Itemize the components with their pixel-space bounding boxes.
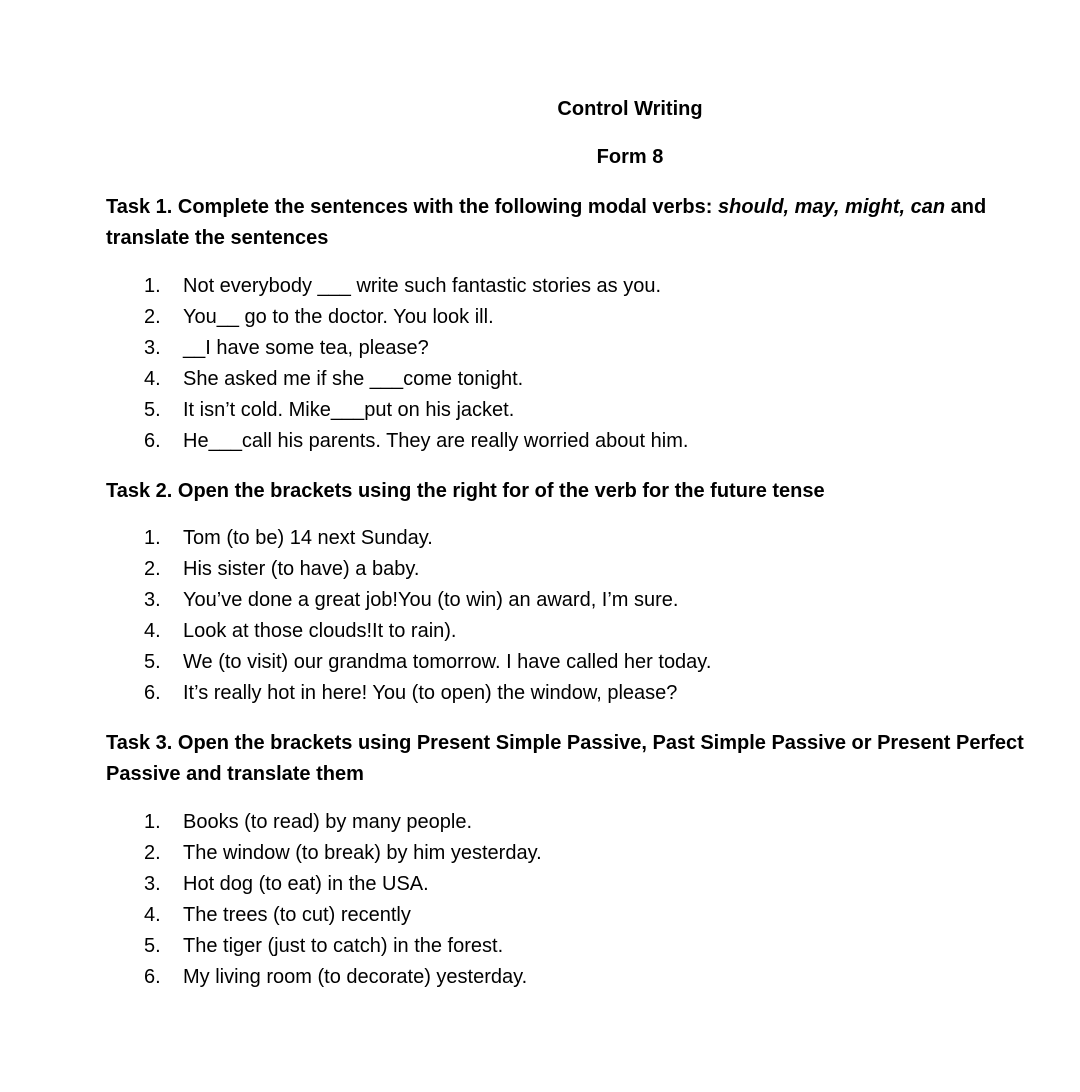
item-number: 5. — [144, 651, 161, 673]
item-text: Look at those clouds!It to rain). — [183, 620, 457, 642]
document-form: Form 8 — [596, 146, 664, 168]
item-number: 2. — [144, 558, 161, 580]
item-number: 4. — [144, 368, 161, 390]
list-item — [144, 271, 688, 302]
item-number: 3. — [144, 873, 161, 895]
item-text: She asked me if she ___come tonight. — [183, 368, 524, 390]
list-item — [144, 333, 688, 364]
item-number: 1. — [144, 527, 161, 549]
item-text: The trees (to cut) recently — [183, 904, 411, 926]
item-text: Not everybody ___ write such fantastic stories as you. — [183, 275, 662, 297]
item-text: The window (to break) by him yesterday. — [183, 842, 542, 864]
item-text: He___call his parents. They are really worried about him. — [183, 430, 689, 452]
item-text: You’ve done a great job!You (to win) an award, I’m sure. — [183, 589, 679, 611]
item-text: The tiger (just to catch) in the forest. — [183, 935, 504, 957]
item-number: 6. — [144, 682, 161, 704]
item-number: 3. — [144, 337, 161, 359]
item-text: We (to visit) our grandma tomorrow. I have called her today. — [183, 651, 712, 673]
item-number: 1. — [144, 275, 161, 297]
item-number: 2. — [144, 842, 161, 864]
task1-heading-suffix: and translate the sentences — [106, 196, 987, 249]
task1-heading — [106, 192, 1036, 254]
list-item — [144, 647, 711, 678]
item-number: 1. — [144, 811, 161, 833]
list-item — [144, 807, 542, 838]
task1-list — [144, 271, 688, 457]
list-item — [144, 962, 542, 993]
item-text: My living room (to decorate) yesterday. — [183, 966, 528, 988]
list-item — [144, 585, 711, 616]
task1-heading-prefix: Task 1. Complete the sentences with the following modal verbs: — [106, 196, 718, 218]
item-number: 4. — [144, 620, 161, 642]
item-text: __I have some tea, please? — [183, 337, 429, 359]
item-number: 6. — [144, 430, 161, 452]
list-item — [144, 523, 711, 554]
list-item — [144, 678, 711, 709]
task1-heading-modal-verbs: should, may, might, can — [717, 196, 946, 218]
task3-heading: Task 3. Open the brackets using Present Simple Passive, Past Simple Passive or Present Perfect Passive and translate them — [106, 732, 1024, 785]
list-item — [144, 364, 688, 395]
item-text: It isn’t cold. Mike___put on his jacket. — [183, 399, 515, 421]
item-number: 5. — [144, 935, 161, 957]
task2-heading: Task 2. Open the brackets using the right for of the verb for the future tense — [106, 480, 825, 502]
list-item — [144, 869, 542, 900]
list-item — [144, 616, 711, 647]
item-text: It’s really hot in here! You (to open) the window, please? — [183, 682, 678, 704]
list-item — [144, 838, 542, 869]
item-number: 3. — [144, 589, 161, 611]
item-number: 6. — [144, 966, 161, 988]
document-title: Control Writing — [557, 98, 703, 120]
task2-list — [144, 523, 711, 709]
list-item — [144, 426, 688, 457]
item-text: Tom (to be) 14 next Sunday. — [183, 527, 433, 549]
list-item — [144, 900, 542, 931]
list-item — [144, 395, 688, 426]
item-text: You__ go to the doctor. You look ill. — [183, 306, 494, 328]
list-item — [144, 554, 711, 585]
list-item — [144, 302, 688, 333]
item-text: Hot dog (to eat) in the USA. — [183, 873, 429, 895]
item-text: Books (to read) by many people. — [183, 811, 473, 833]
list-item — [144, 931, 542, 962]
item-text: His sister (to have) a baby. — [183, 558, 420, 580]
item-number: 4. — [144, 904, 161, 926]
item-number: 5. — [144, 399, 161, 421]
item-number: 2. — [144, 306, 161, 328]
task3-list — [144, 807, 542, 993]
